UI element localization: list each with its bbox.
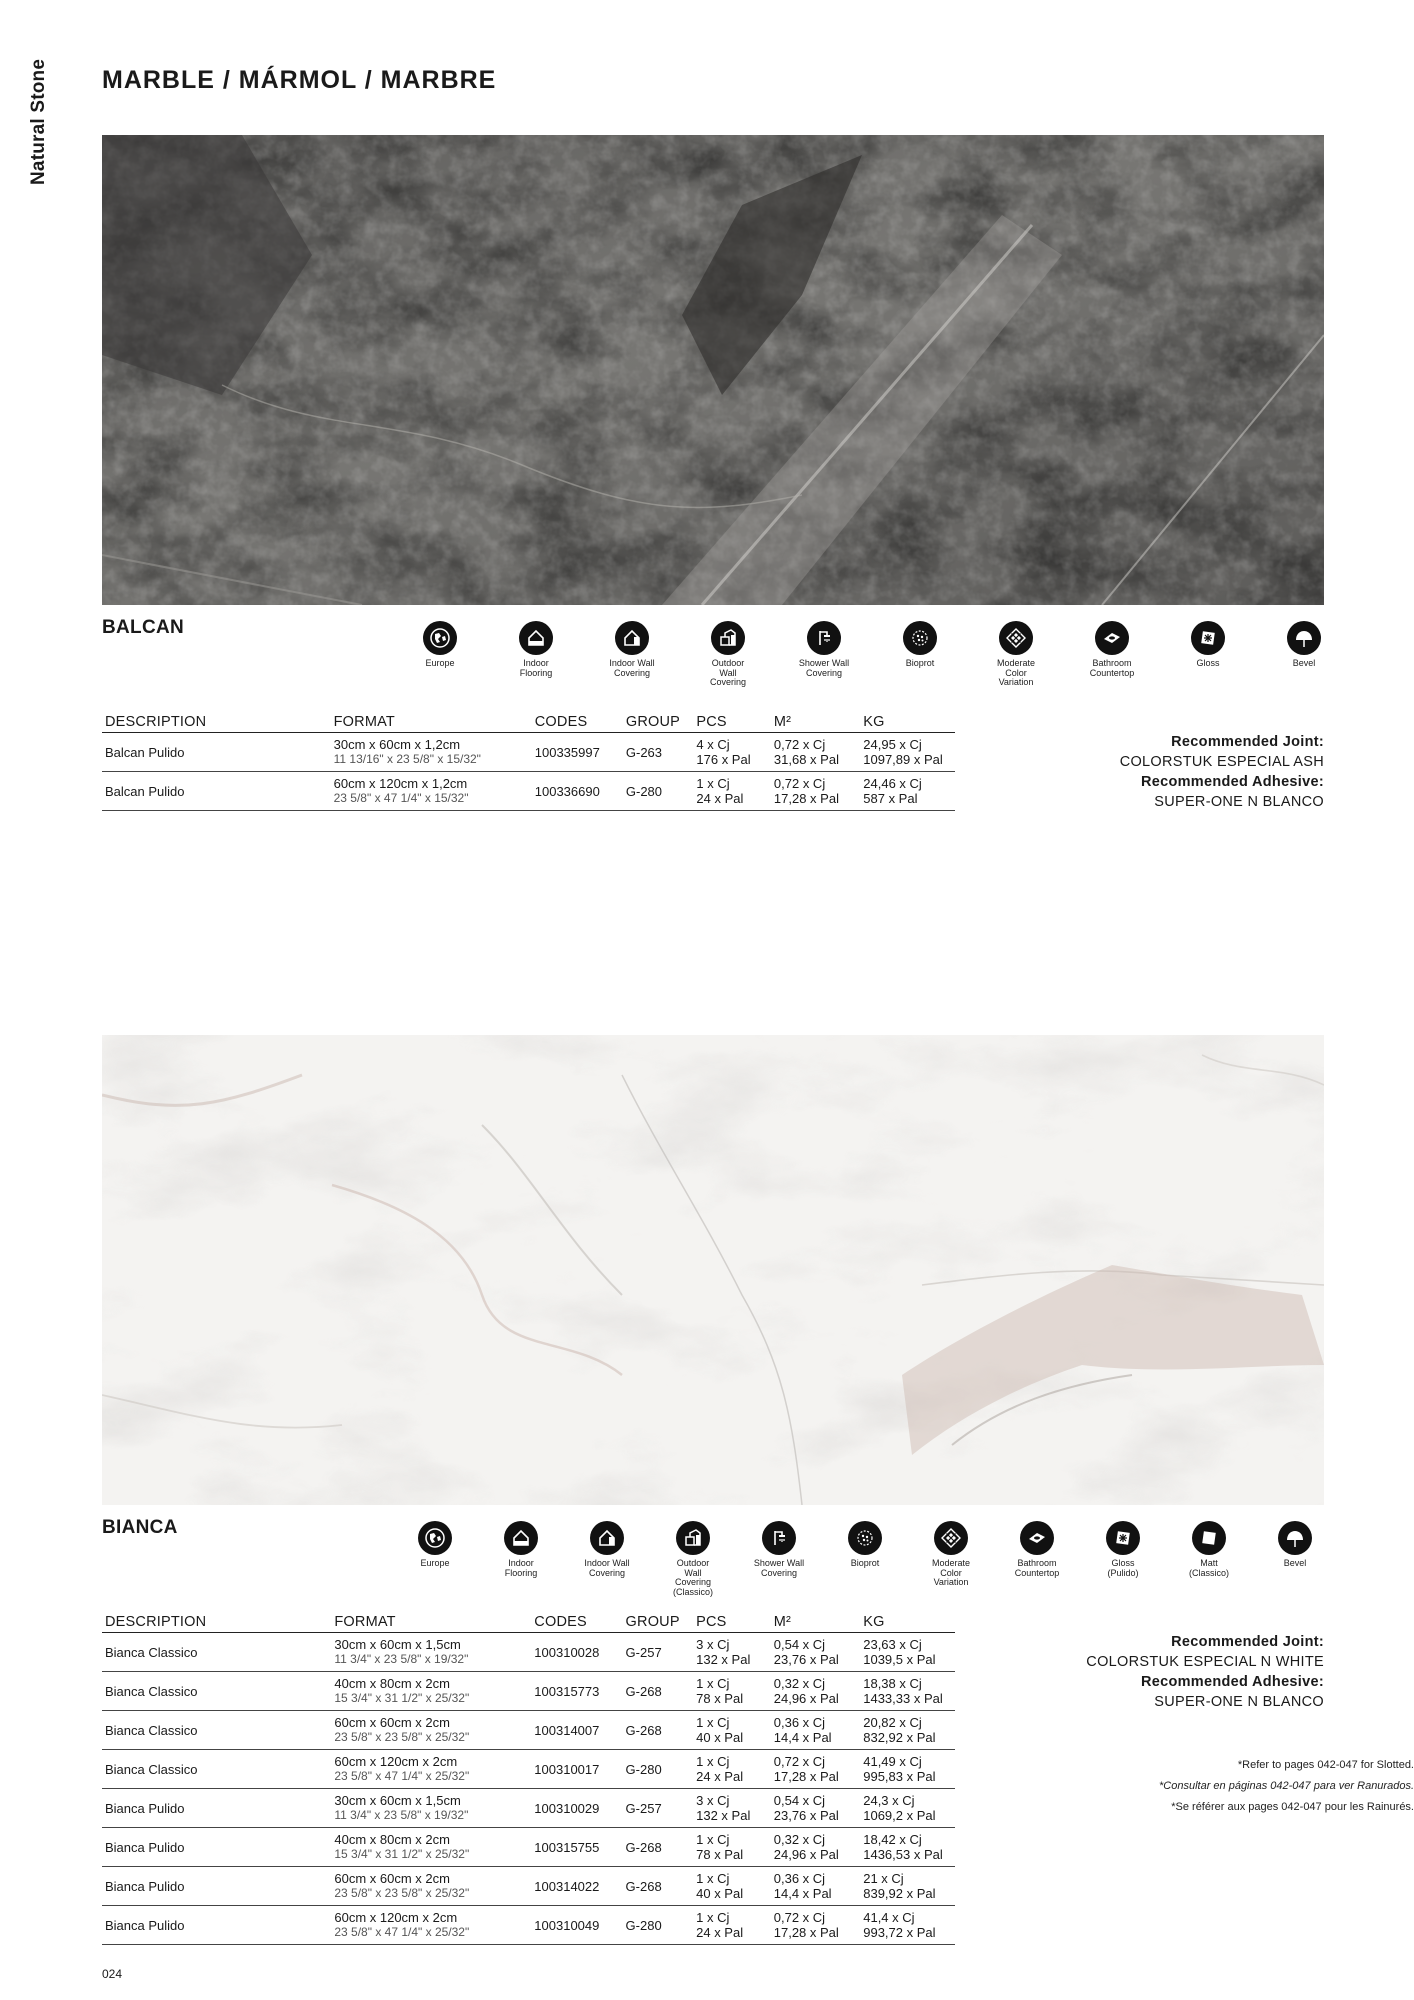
cell-kg [860,1633,955,1672]
cell-format [331,1711,531,1750]
side-category-text: Natural Stone [28,58,49,185]
pcs-pal: 40 x Pal [696,1730,744,1745]
icon-label: Bioprot [850,1558,880,1568]
cell-group: G-280 [623,1750,694,1789]
shower-wall-covering-icon [762,1521,796,1555]
page-number: 024 [102,1967,123,1981]
adhesive-value: SUPER-ONE N BLANCO [1154,794,1324,810]
table-row [102,1789,955,1828]
feature-bevel [1252,1521,1338,1597]
format-metric: 60cm x 60cm x 2cm [334,1715,450,1730]
cell-kg [860,1789,955,1828]
pcs-box: 1 x Cj [696,776,730,791]
side-category-label [24,52,54,212]
feature-europe [392,1521,478,1597]
kg-box: 41,4 x Cj [863,1910,915,1925]
bathroom-countertop-icon [1095,621,1129,655]
pcs-box: 4 x Cj [696,737,730,752]
m2-box: 0,32 x Cj [773,1676,826,1691]
pcs-pal: 78 x Pal [696,1847,744,1862]
cell-code: 100336690 [532,772,623,811]
note-english: *Refer to pages 042-047 for Slotted. [1237,1759,1414,1771]
joint-label: Recommended Joint: [1171,1634,1324,1650]
feature-color-variation [908,1521,994,1597]
cell-format [331,733,532,772]
format-imperial: 11 3/4" x 23 5/8" x 19/32" [334,1808,469,1822]
feature-bioprot [872,621,968,688]
cell-code: 100310029 [531,1789,622,1828]
kg-box: 18,42 x Cj [863,1832,922,1847]
cell-m2 [771,1750,860,1789]
cell-pcs [693,1828,771,1867]
feature-gloss [1160,621,1256,688]
m2-box: 0,54 x Cj [773,1793,826,1808]
m2-pal: 23,76 x Pal [773,1652,839,1667]
cell-m2 [771,733,860,772]
cell-description: Bianca Classico [102,1711,331,1750]
cell-code: 100310049 [531,1906,622,1945]
cell-kg [860,1867,955,1906]
europe-icon [423,621,457,655]
m2-pal: 31,68 x Pal [773,752,839,767]
feature-shower-wall [776,621,872,688]
format-imperial: 23 5/8" x 47 1/4" x 25/32" [334,1925,470,1939]
cell-pcs [693,1789,771,1828]
moderate-color-variation-icon [999,621,1033,655]
pcs-pal: 132 x Pal [696,1808,751,1823]
m2-box: 0,36 x Cj [773,1715,826,1730]
pcs-pal: 40 x Pal [696,1886,744,1901]
header-kg: KG [860,713,955,733]
format-metric: 40cm x 80cm x 2cm [334,1676,450,1691]
table-row [102,1750,955,1789]
kg-pal: 1433,33 x Pal [863,1691,943,1706]
cell-format [331,1906,531,1945]
icon-label: Bevel [1283,1558,1307,1568]
cell-pcs [693,733,771,772]
bioprot-icon [903,621,937,655]
table-row [102,1867,955,1906]
recommendation-block [1086,1632,1324,1712]
cell-group: G-257 [623,1789,694,1828]
bathroom-countertop-icon [1020,1521,1054,1555]
format-imperial: 23 5/8" x 23 5/8" x 25/32" [334,1730,470,1744]
format-imperial: 11 13/16" x 23 5/8" x 15/32" [333,752,481,766]
kg-box: 18,38 x Cj [863,1676,922,1691]
format-metric: 60cm x 120cm x 2cm [334,1910,458,1925]
format-imperial: 15 3/4" x 31 1/2" x 25/32" [334,1847,470,1861]
adhesive-label: Recommended Adhesive: [1140,1674,1324,1690]
product-name: BALCAN [102,617,185,638]
icon-label: Indoor Flooring [519,658,553,678]
header-m2: M² [771,1613,860,1633]
table-row [102,1711,955,1750]
joint-value: COLORSTUK ESPECIAL ASH [1119,754,1324,770]
kg-pal: 832,92 x Pal [863,1730,936,1745]
marble-photo-balcan [102,135,1324,605]
m2-box: 0,72 x Cj [773,737,826,752]
icon-label: Gloss (Pulido) [1107,1558,1139,1578]
m2-pal: 17,28 x Pal [773,1925,839,1940]
cell-pcs [693,772,771,811]
m2-pal: 24,96 x Pal [773,1691,839,1706]
icon-label: Indoor Wall Covering [609,658,655,678]
kg-pal: 1039,5 x Pal [863,1652,936,1667]
icon-label: Indoor Flooring [504,1558,538,1578]
header-format: FORMAT [331,1613,531,1633]
icon-label: Bevel [1292,658,1316,668]
cell-code: 100315773 [531,1672,622,1711]
pcs-box: 1 x Cj [696,1676,730,1691]
table-header-row [102,713,955,733]
format-metric: 40cm x 80cm x 2cm [334,1832,450,1847]
cell-group: G-268 [623,1828,694,1867]
feature-outdoor-wall [680,621,776,688]
cell-description: Bianca Pulido [102,1828,331,1867]
cell-format [331,1672,531,1711]
feature-shower-wall [736,1521,822,1597]
m2-box: 0,72 x Cj [773,776,826,791]
gloss-icon [1106,1521,1140,1555]
feature-indoor-flooring [488,621,584,688]
kg-box: 24,95 x Cj [863,737,922,752]
kg-pal: 587 x Pal [863,791,918,806]
product-name: BIANCA [102,1517,178,1538]
m2-box: 0,72 x Cj [773,1754,826,1769]
cell-format [331,772,532,811]
cell-m2 [771,772,860,811]
cell-kg [860,1711,955,1750]
feature-bioprot [822,1521,908,1597]
feature-color-variation [968,621,1064,688]
cell-group: G-268 [623,1867,694,1906]
icon-label: Europe [425,658,455,668]
cell-format [331,1633,531,1672]
m2-pal: 23,76 x Pal [773,1808,839,1823]
spec-table-bianca [102,1613,955,1945]
kg-pal: 839,92 x Pal [863,1886,936,1901]
header-pcs: PCS [693,1613,771,1633]
format-metric: 60cm x 120cm x 1,2cm [333,776,468,791]
m2-pal: 14,4 x Pal [773,1886,832,1901]
outdoor-wall-covering-icon [676,1521,710,1555]
kg-box: 23,63 x Cj [863,1637,922,1652]
table-row [102,1633,955,1672]
table-header-row [102,1613,955,1633]
header-description: DESCRIPTION [102,1613,331,1633]
note-spanish: *Consultar en páginas 042-047 para ver Ranurados. [1159,1780,1414,1792]
page-title: MARBLE / MÁRMOL / MARBRE [102,66,497,94]
feature-bevel [1256,621,1352,688]
table-row [102,733,955,772]
cell-m2 [771,1711,860,1750]
pcs-box: 1 x Cj [696,1871,730,1886]
indoor-flooring-icon [504,1521,538,1555]
cell-pcs [693,1906,771,1945]
pcs-box: 1 x Cj [696,1754,730,1769]
pcs-pal: 132 x Pal [696,1652,751,1667]
icon-label: Shower Wall Covering [753,1558,805,1578]
pcs-pal: 24 x Pal [696,791,744,806]
cell-group: G-280 [623,1906,694,1945]
header-format: FORMAT [331,713,532,733]
m2-box: 0,36 x Cj [773,1871,826,1886]
feature-indoor-wall [584,621,680,688]
cell-code: 100310028 [531,1633,622,1672]
format-metric: 30cm x 60cm x 1,5cm [334,1637,461,1652]
format-imperial: 15 3/4" x 31 1/2" x 25/32" [334,1691,470,1705]
pcs-box: 3 x Cj [696,1793,730,1808]
pcs-pal: 176 x Pal [696,752,751,767]
cell-format [331,1828,531,1867]
indoor-wall-covering-icon [590,1521,624,1555]
format-imperial: 23 5/8" x 47 1/4" x 25/32" [334,1769,470,1783]
cell-format [331,1750,531,1789]
feature-icons [392,1521,1338,1597]
m2-box: 0,54 x Cj [773,1637,826,1652]
pcs-pal: 78 x Pal [696,1691,744,1706]
cell-description: Bianca Classico [102,1672,331,1711]
icon-label: Moderate Color Variation [931,1558,971,1587]
cell-pcs [693,1867,771,1906]
indoor-wall-covering-icon [615,621,649,655]
kg-box: 24,46 x Cj [863,776,922,791]
m2-pal: 17,28 x Pal [773,791,839,806]
feature-bathroom-countertop [994,1521,1080,1597]
pcs-box: 1 x Cj [696,1715,730,1730]
slotted-notes [1159,1755,1414,1818]
header-description: DESCRIPTION [102,713,331,733]
format-imperial: 23 5/8" x 23 5/8" x 25/32" [334,1886,470,1900]
outdoor-wall-covering-icon [711,621,745,655]
gloss-icon [1191,621,1225,655]
icon-label: Gloss [1196,658,1220,668]
recommendation-block [1120,732,1324,812]
table-row [102,1906,955,1945]
m2-pal: 17,28 x Pal [773,1769,839,1784]
pcs-pal: 24 x Pal [696,1925,744,1940]
format-imperial: 23 5/8" x 47 1/4" x 15/32" [333,791,469,805]
shower-wall-covering-icon [807,621,841,655]
cell-group: G-268 [623,1711,694,1750]
table-row [102,1672,955,1711]
header-m2: M² [771,713,860,733]
header-codes: CODES [532,713,623,733]
cell-format [331,1789,531,1828]
pcs-pal: 24 x Pal [696,1769,744,1784]
cell-format [331,1867,531,1906]
header-codes: CODES [531,1613,622,1633]
kg-box: 20,82 x Cj [863,1715,922,1730]
cell-m2 [771,1828,860,1867]
format-metric: 30cm x 60cm x 1,2cm [333,737,461,752]
product-section-bianca [102,1035,1324,1955]
cell-m2 [771,1867,860,1906]
cell-kg [860,1750,955,1789]
feature-indoor-flooring [478,1521,564,1597]
product-section-balcan [102,135,1324,835]
kg-pal: 1436,53 x Pal [863,1847,943,1862]
kg-pal: 993,72 x Pal [863,1925,936,1940]
feature-gloss [1080,1521,1166,1597]
cell-kg [860,1672,955,1711]
m2-box: 0,32 x Cj [773,1832,826,1847]
indoor-flooring-icon [519,621,553,655]
matt-icon [1192,1521,1226,1555]
cell-group: G-268 [623,1672,694,1711]
pcs-box: 1 x Cj [696,1832,730,1847]
cell-pcs [693,1750,771,1789]
cell-group: G-263 [623,733,694,772]
cell-description: Balcan Pulido [102,772,331,811]
icon-label: Outdoor Wall Covering [709,658,747,687]
icon-label: Bioprot [905,658,935,668]
icon-label: Moderate Color Variation [996,658,1036,687]
cell-code: 100314007 [531,1711,622,1750]
header-pcs: PCS [693,713,771,733]
cell-pcs [693,1711,771,1750]
icon-label: Outdoor Wall Covering (Classico) [672,1558,713,1597]
m2-pal: 14,4 x Pal [773,1730,832,1745]
cell-m2 [771,1906,860,1945]
table-row [102,1828,955,1867]
cell-description: Bianca Classico [102,1750,331,1789]
cell-code: 100315755 [531,1828,622,1867]
feature-indoor-wall [564,1521,650,1597]
cell-kg [860,1906,955,1945]
header-kg: KG [860,1613,955,1633]
spec-table-balcan [102,713,955,811]
format-metric: 60cm x 60cm x 2cm [334,1871,450,1886]
bevel-icon [1287,621,1321,655]
icon-label: Bathroom Countertop [1089,658,1135,678]
feature-outdoor-wall [650,1521,736,1597]
cell-kg [860,733,955,772]
cell-kg [860,772,955,811]
icon-label: Shower Wall Covering [798,658,850,678]
feature-bathroom-countertop [1064,621,1160,688]
kg-pal: 995,83 x Pal [863,1769,936,1784]
cell-pcs [693,1672,771,1711]
cell-group: G-280 [623,772,694,811]
moderate-color-variation-icon [934,1521,968,1555]
pcs-box: 1 x Cj [696,1910,730,1925]
cell-m2 [771,1672,860,1711]
cell-description: Bianca Classico [102,1633,331,1672]
adhesive-value: SUPER-ONE N BLANCO [1154,1694,1324,1710]
icon-label: Indoor Wall Covering [584,1558,630,1578]
icon-label: Europe [420,1558,450,1568]
cell-kg [860,1828,955,1867]
feature-europe [392,621,488,688]
format-metric: 30cm x 60cm x 1,5cm [334,1793,461,1808]
note-french: *Se référer aux pages 042-047 pour les Rainurés. [1171,1801,1414,1813]
adhesive-label: Recommended Adhesive: [1140,774,1324,790]
cell-code: 100310017 [531,1750,622,1789]
cell-description: Bianca Pulido [102,1867,331,1906]
kg-box: 41,49 x Cj [863,1754,922,1769]
format-imperial: 11 3/4" x 23 5/8" x 19/32" [334,1652,469,1666]
header-group: GROUP [623,713,694,733]
table-row [102,772,955,811]
pcs-box: 3 x Cj [696,1637,730,1652]
m2-pal: 24,96 x Pal [773,1847,839,1862]
bevel-icon [1278,1521,1312,1555]
header-group: GROUP [623,1613,694,1633]
cell-pcs [693,1633,771,1672]
bioprot-icon [848,1521,882,1555]
joint-value: COLORSTUK ESPECIAL N WHITE [1086,1654,1324,1670]
cell-code: 100314022 [531,1867,622,1906]
cell-m2 [771,1789,860,1828]
europe-icon [418,1521,452,1555]
kg-pal: 1069,2 x Pal [863,1808,936,1823]
icon-label: Bathroom Countertop [1014,1558,1060,1578]
cell-description: Bianca Pulido [102,1789,331,1828]
cell-description: Balcan Pulido [102,733,331,772]
joint-label: Recommended Joint: [1171,734,1324,750]
cell-m2 [771,1633,860,1672]
format-metric: 60cm x 120cm x 2cm [334,1754,458,1769]
kg-box: 21 x Cj [863,1871,904,1886]
cell-description: Bianca Pulido [102,1906,331,1945]
feature-matt [1166,1521,1252,1597]
cell-group: G-257 [623,1633,694,1672]
kg-pal: 1097,89 x Pal [863,752,943,767]
marble-photo-bianca [102,1035,1324,1505]
cell-code: 100335997 [532,733,623,772]
icon-label: Matt (Classico) [1188,1558,1229,1578]
kg-box: 24,3 x Cj [863,1793,915,1808]
m2-box: 0,72 x Cj [773,1910,826,1925]
feature-icons [392,621,1352,688]
